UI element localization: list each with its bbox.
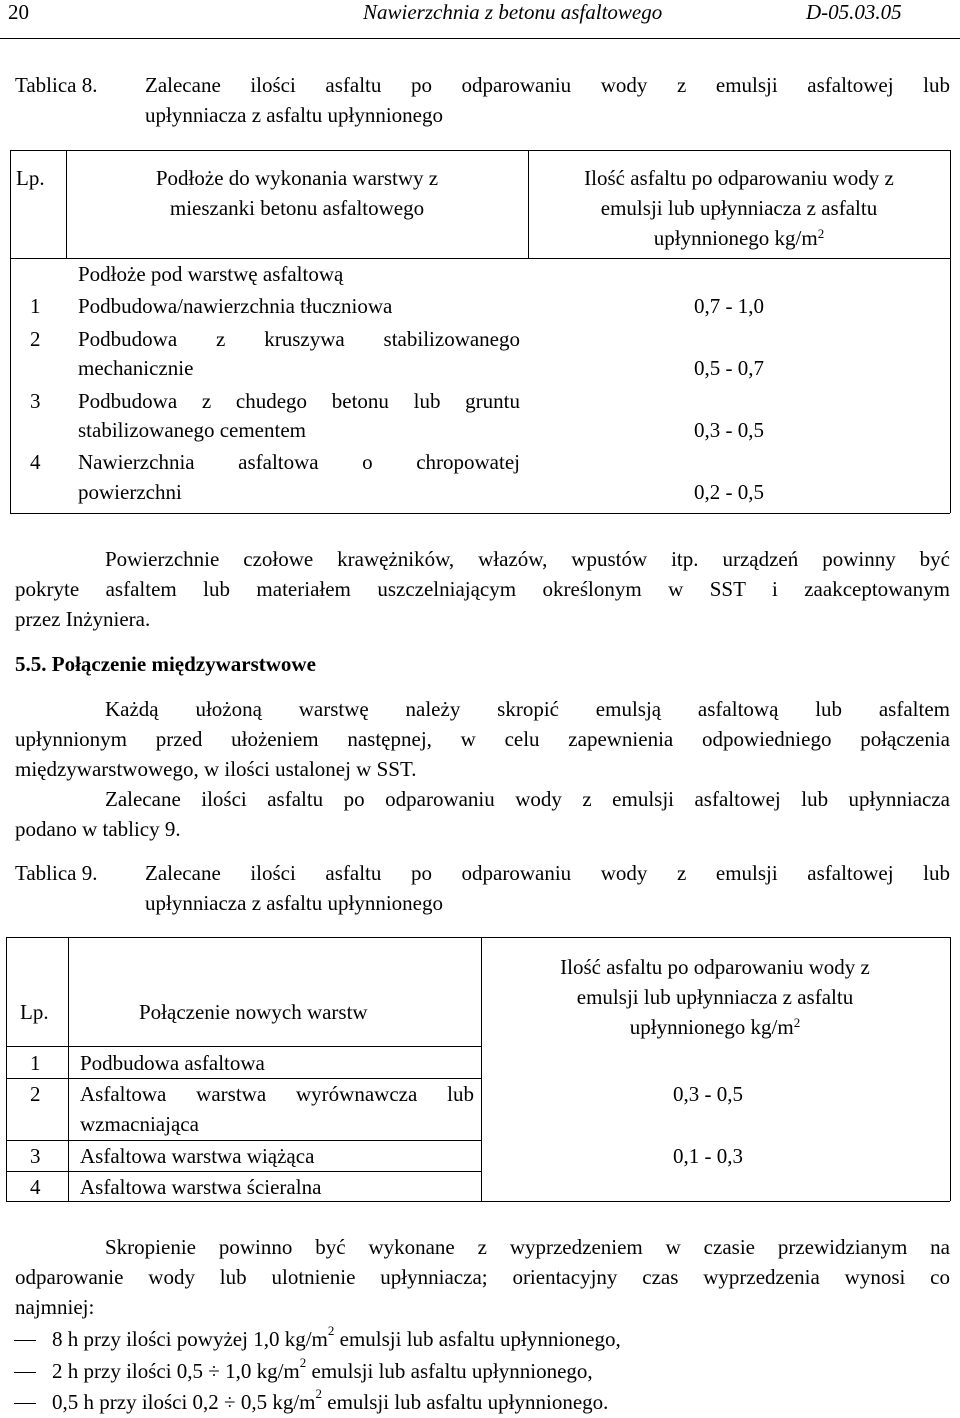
paragraph-line: podano w tablicy 9.	[15, 817, 181, 841]
table8-row-lp: 2	[30, 327, 41, 351]
table9-caption-prefix: Tablica 9.	[15, 861, 98, 885]
table8-header-lp: Lp.	[16, 166, 45, 190]
header-line: mieszanki betonu asfaltowego	[169, 196, 425, 220]
bullet-item	[52, 1386, 609, 1415]
header-rule	[0, 38, 960, 39]
table-border	[950, 150, 951, 513]
table-border	[950, 937, 951, 1201]
paragraph-line: upłynnionym przed ułożeniem następnej, w celu zapewnienia odpowiedniego połączenia	[15, 727, 950, 751]
paragraph-line: Skropienie powinno być wykonane z wyprzedzeniem w czasie przewidzianym na	[105, 1235, 950, 1259]
table-border	[6, 937, 7, 1201]
page-number: 20	[8, 0, 29, 24]
superscript: 2	[793, 1015, 801, 1030]
header-line: emulsji lub upłynniacza z asfaltu	[576, 985, 854, 1009]
table-border	[10, 150, 11, 513]
table-border	[6, 1046, 481, 1047]
table9-value: 0,1 - 0,3	[673, 1144, 743, 1168]
table9-value: 0,3 - 0,5	[673, 1082, 743, 1106]
table9-row-lp: 1	[30, 1051, 41, 1075]
bullet-text: 2 h przy ilości 0,5 ÷ 1,0 kg/m	[52, 1359, 300, 1383]
table-border	[68, 937, 69, 1201]
paragraph-line: Każdą ułożoną warstwę należy skropić emulsją asfaltową lub asfaltem	[105, 697, 950, 721]
superscript: 2	[299, 1355, 307, 1370]
table8-row-desc-cont: powierzchni	[78, 480, 182, 504]
paragraph-line: Powierzchnie czołowe krawężników, włazów, wpustów itp. urządzeń powinny być	[105, 547, 950, 571]
table8-row-desc: Podbudowa/nawierzchnia tłuczniowa	[78, 294, 393, 318]
table-border	[10, 150, 950, 151]
table9-row-desc: Podbudowa asfaltowa	[80, 1051, 265, 1075]
section-heading: 5.5. Połączenie międzywarstwowe	[15, 652, 316, 676]
paragraph-line: odparowanie wody lub ulotnienie upłynniacza; orientacyjny czas wyprzedzenia wynosi co	[15, 1265, 950, 1289]
bullet-item	[52, 1323, 621, 1352]
dash-bullet-icon	[14, 1340, 36, 1341]
table-border	[6, 937, 950, 938]
table9-row-lp: 2	[30, 1082, 41, 1106]
paragraph-line: pokryte asfaltem lub materiałem uszczelniającym określonym w SST i zaakceptowanym	[15, 577, 950, 601]
bullet-item	[52, 1355, 593, 1384]
table8-row-value: 0,5 - 0,7	[694, 356, 764, 380]
table8-caption-prefix: Tablica 8.	[15, 73, 98, 97]
table-border	[10, 513, 950, 514]
document-title: Nawierzchnia z betonu asfaltowego	[363, 0, 663, 24]
table8-caption-line1: Zalecane ilości asfaltu po odparowaniu wody z emulsji asfaltowej lub	[145, 73, 950, 97]
table8-row-desc: Podbudowa z kruszywa stabilizowanego	[78, 327, 520, 351]
table8-row-lp: 1	[30, 294, 41, 318]
bullet-text: 0,5 h przy ilości 0,2 ÷ 0,5 kg/m	[52, 1390, 316, 1414]
table9-header-lp: Lp.	[20, 1000, 49, 1024]
dash-bullet-icon	[14, 1403, 36, 1404]
superscript: 2	[817, 226, 825, 241]
table8-row-desc-cont: mechanicznie	[78, 356, 194, 380]
table9-caption-line2: upłynniacza z asfaltu upłynnionego	[145, 891, 443, 915]
table8-row-desc: Nawierzchnia asfaltowa o chropowatej	[78, 450, 520, 474]
superscript: 2	[327, 1323, 335, 1338]
header-line: Podłoże do wykonania warstwy z	[155, 166, 439, 190]
table-border	[481, 937, 482, 1201]
table8-row-lp: 3	[30, 389, 41, 413]
unit-text: upłynnionego kg/m	[653, 226, 818, 250]
table8-row-desc: Podbudowa z chudego betonu lub gruntu	[78, 389, 520, 413]
bullet-text: emulsji lub asfaltu upłynnionego.	[322, 1390, 609, 1414]
table9-row-lp: 4	[30, 1175, 41, 1199]
table8-header-amount	[528, 163, 950, 253]
table9-row-lp: 3	[30, 1144, 41, 1168]
document-code: D-05.03.05	[806, 0, 902, 24]
table9-row-desc: Asfaltowa warstwa wyrównawcza lub	[80, 1082, 474, 1106]
table9-header-amount	[505, 952, 925, 1042]
table9-caption-line1: Zalecane ilości asfaltu po odparowaniu wody z emulsji asfaltowej lub	[145, 861, 950, 885]
paragraph-line: przez Inżyniera.	[15, 607, 151, 631]
table8-row-lp: 4	[30, 450, 41, 474]
bullet-text: emulsji lub asfaltu upłynnionego,	[306, 1359, 593, 1383]
paragraph-line: Zalecane ilości asfaltu po odparowaniu wody z emulsji asfaltowej lub upłynniacza	[105, 787, 950, 811]
bullet-text: emulsji lub asfaltu upłynnionego,	[334, 1327, 621, 1351]
bullet-text: 8 h przy ilości powyżej 1,0 kg/m	[52, 1327, 328, 1351]
table8-section-label: Podłoże pod warstwę asfaltową	[78, 262, 344, 286]
table9-row-desc-cont: wzmacniająca	[80, 1112, 199, 1136]
table9-row-desc: Asfaltowa warstwa ścieralna	[80, 1175, 322, 1199]
header-line: Ilość asfaltu po odparowaniu wody z	[560, 955, 870, 979]
table9-row-desc: Asfaltowa warstwa wiążąca	[80, 1144, 315, 1168]
paragraph-line: międzywarstwowego, w ilości ustalonej w SST.	[15, 757, 417, 781]
dash-bullet-icon	[14, 1372, 36, 1373]
superscript: 2	[315, 1386, 323, 1401]
table8-caption-line2: upłynniacza z asfaltu upłynnionego	[145, 103, 443, 127]
header-line	[505, 1012, 925, 1042]
table8-row-desc-cont: stabilizowanego cementem	[78, 418, 306, 442]
paragraph-line: najmniej:	[15, 1295, 95, 1319]
table8-row-value: 0,2 - 0,5	[694, 480, 764, 504]
header-line	[528, 223, 950, 253]
header-line: Ilość asfaltu po odparowaniu wody z	[584, 166, 894, 190]
table8-row-value: 0,7 - 1,0	[694, 294, 764, 318]
table8-header-base	[66, 163, 528, 223]
header-line: emulsji lub upłynniacza z asfaltu	[600, 196, 878, 220]
unit-text: upłynnionego kg/m	[629, 1015, 794, 1039]
table8-row-value: 0,3 - 0,5	[694, 418, 764, 442]
table9-header-layers: Połączenie nowych warstw	[139, 1000, 368, 1024]
